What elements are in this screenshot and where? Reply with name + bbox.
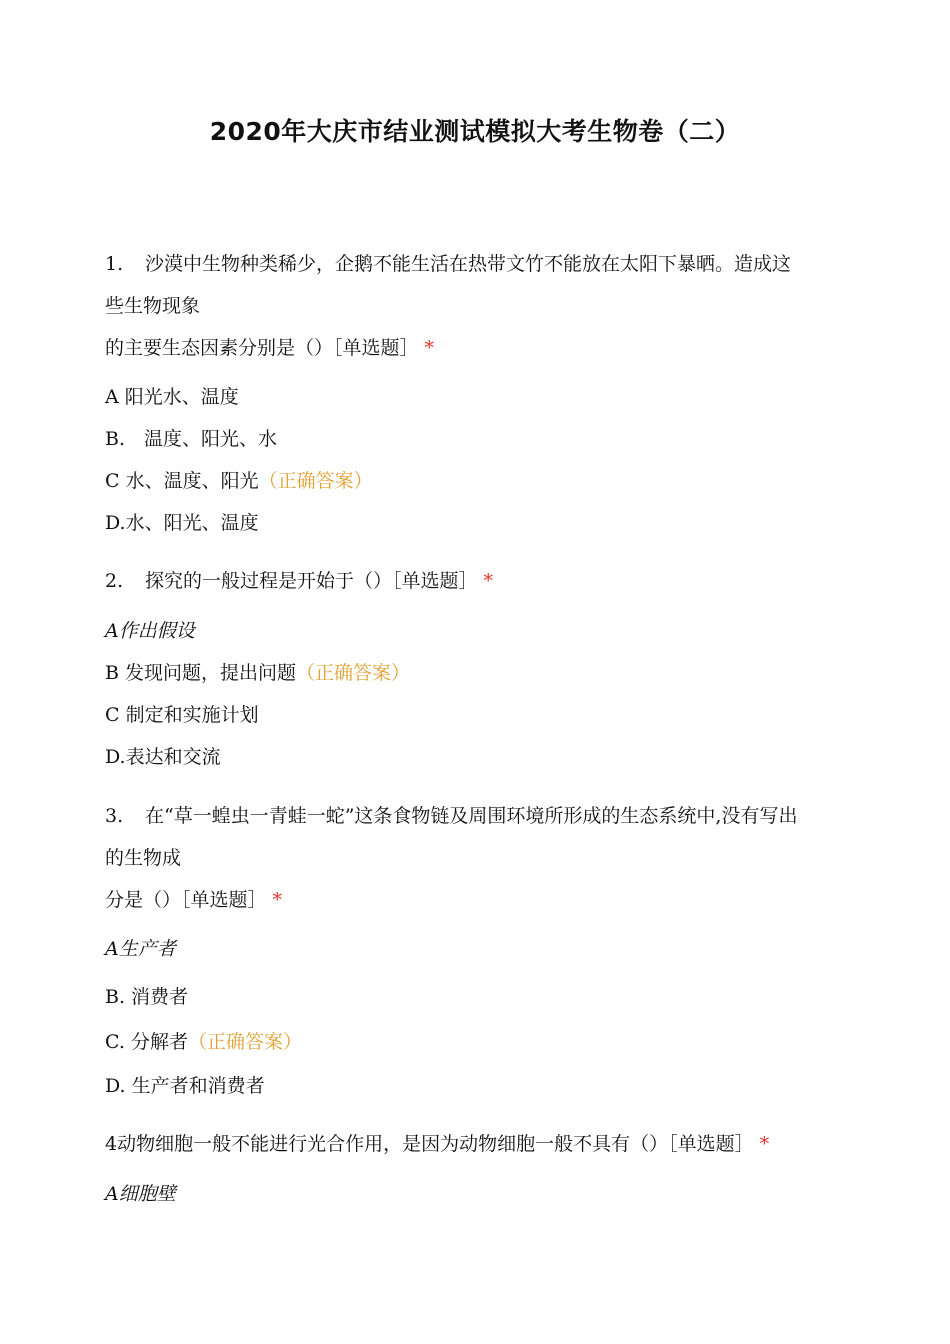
question-3-stem	[105, 802, 797, 830]
correct-answer-mark: （正确答案）	[187, 1031, 302, 1053]
question-1-stem-continued: 些生物现象	[105, 295, 201, 317]
question-number: 4	[105, 1133, 118, 1155]
required-asterisk: *	[759, 1133, 770, 1155]
question-3-stem-end	[105, 886, 282, 914]
question-3-option-b: B. 消费者	[105, 986, 189, 1008]
question-2-stem	[105, 567, 493, 595]
question-1-option-a: A 阳光水、温度	[105, 386, 239, 408]
question-text: 的主要生态因素分别是（）［单选题］	[105, 337, 419, 359]
question-1-option-d: D.水、阳光、温度	[105, 512, 259, 534]
correct-answer-mark: （正确答案）	[258, 470, 373, 492]
required-asterisk: *	[272, 889, 283, 911]
required-asterisk: *	[424, 337, 435, 359]
question-2-option-a: A作出假设	[105, 620, 195, 642]
question-3-stem-continued: 的生物成	[105, 847, 182, 869]
question-text: 分是（）［单选题］	[105, 889, 267, 911]
question-text: 探究的一般过程是开始于（）［单选题］	[145, 570, 478, 592]
option-text: C 水、温度、阳光	[105, 470, 259, 492]
question-1-stem	[105, 250, 791, 278]
question-text: 动物细胞一般不能进行光合作用，是因为动物细胞一般不具有（）［单选题］	[117, 1133, 754, 1155]
question-number: 1.	[105, 253, 124, 275]
question-2-option-d: D.表达和交流	[105, 746, 221, 768]
question-text: 沙漠中生物种类稀少，企鹅不能生活在热带文竹不能放在太阳下暴晒。造成这	[145, 253, 792, 275]
question-2-option-b	[105, 659, 410, 687]
question-2-option-c: C 制定和实施计划	[105, 704, 259, 726]
required-asterisk: *	[483, 570, 494, 592]
question-text: 在“草一蝗虫一青蛙一蛇”这条食物链及周围环境所形成的生态系统中,没有写出	[145, 805, 798, 827]
question-1-option-c	[105, 467, 373, 495]
correct-answer-mark: （正确答案）	[296, 662, 411, 684]
question-number: 3.	[105, 805, 124, 827]
question-1-stem-end	[105, 334, 434, 362]
question-3-option-c	[105, 1028, 302, 1056]
page-title: 2020年大庆市结业测试模拟大考生物卷（二）	[209, 117, 741, 146]
question-number: 2.	[105, 570, 124, 592]
option-text: C. 分解者	[105, 1031, 188, 1053]
question-4-option-a: A细胞壁	[105, 1183, 176, 1205]
question-4-stem	[105, 1130, 769, 1158]
question-1-option-b: B. 温度、阳光、水	[105, 428, 278, 450]
question-3-option-d: D. 生产者和消费者	[105, 1075, 265, 1097]
option-text: B 发现问题，提出问题	[105, 662, 297, 684]
question-3-option-a: A生产者	[105, 938, 176, 960]
